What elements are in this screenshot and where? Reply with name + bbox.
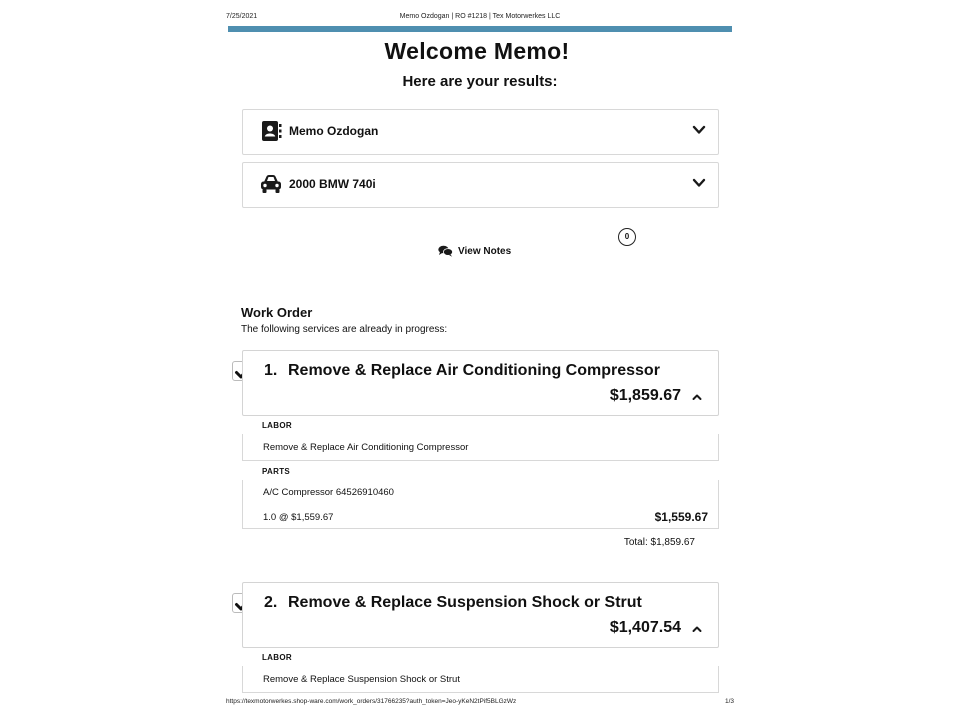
service-card[interactable]	[242, 582, 719, 648]
labor-label: LABOR	[262, 653, 292, 662]
print-footer	[226, 698, 734, 708]
labor-label: LABOR	[262, 421, 292, 430]
page-subtitle: Here are your results:	[402, 73, 558, 90]
print-header	[226, 13, 734, 25]
car-icon	[259, 173, 283, 195]
service-number: 1.	[264, 362, 278, 379]
print-date: 7/25/2021	[226, 13, 258, 20]
view-notes-label: View Notes	[458, 245, 512, 257]
chevron-down-icon[interactable]	[692, 176, 706, 190]
vehicle-card[interactable]	[242, 162, 719, 208]
work-order-title: Work Order	[241, 305, 313, 320]
service-price: $1,407.54	[609, 619, 681, 636]
service-number: 2.	[264, 594, 278, 611]
parts-label: PARTS	[262, 467, 291, 476]
customer-name: Memo Ozdogan	[289, 124, 379, 138]
print-title: Memo Ozdogan | RO #1218 | Tex Motorwerkes LLC	[399, 13, 561, 20]
labor-item: Remove & Replace Suspension Shock or Strut	[263, 674, 460, 685]
customer-card[interactable]	[242, 109, 719, 155]
part-quantity: 1.0 @ $1,559.67	[263, 512, 334, 523]
part-price: $1,559.67	[654, 510, 708, 524]
view-notes-button[interactable]	[438, 243, 511, 259]
service-name: Remove & Replace Air Conditioning Compressor	[288, 362, 660, 379]
chevron-down-icon[interactable]	[692, 123, 706, 137]
page-title: Welcome Memo!	[384, 38, 570, 64]
chat-bubbles-icon	[438, 245, 453, 257]
contact-book-icon	[260, 120, 282, 142]
part-name: A/C Compressor 64526910460	[263, 487, 394, 498]
print-page-number: 1/3	[724, 698, 734, 705]
accent-bar	[228, 26, 732, 32]
work-order-subtitle: The following services are already in progress:	[241, 324, 448, 335]
service-card[interactable]	[242, 350, 719, 416]
service-total: Total: $1,859.67	[623, 537, 695, 548]
service-price: $1,859.67	[609, 387, 681, 404]
chevron-up-icon[interactable]	[692, 625, 702, 633]
labor-item: Remove & Replace Air Conditioning Compressor	[263, 442, 469, 453]
print-url: https://texmotorwerkes.shop-ware.com/work_orders/31766235?auth_token=Jeo-yKeN2tPif5BLGzWz	[226, 698, 517, 705]
service-name: Remove & Replace Suspension Shock or Strut	[288, 594, 642, 611]
vehicle-name: 2000 BMW 740i	[289, 177, 376, 191]
notes-count-badge: 0	[618, 228, 636, 246]
chevron-up-icon[interactable]	[692, 393, 702, 401]
